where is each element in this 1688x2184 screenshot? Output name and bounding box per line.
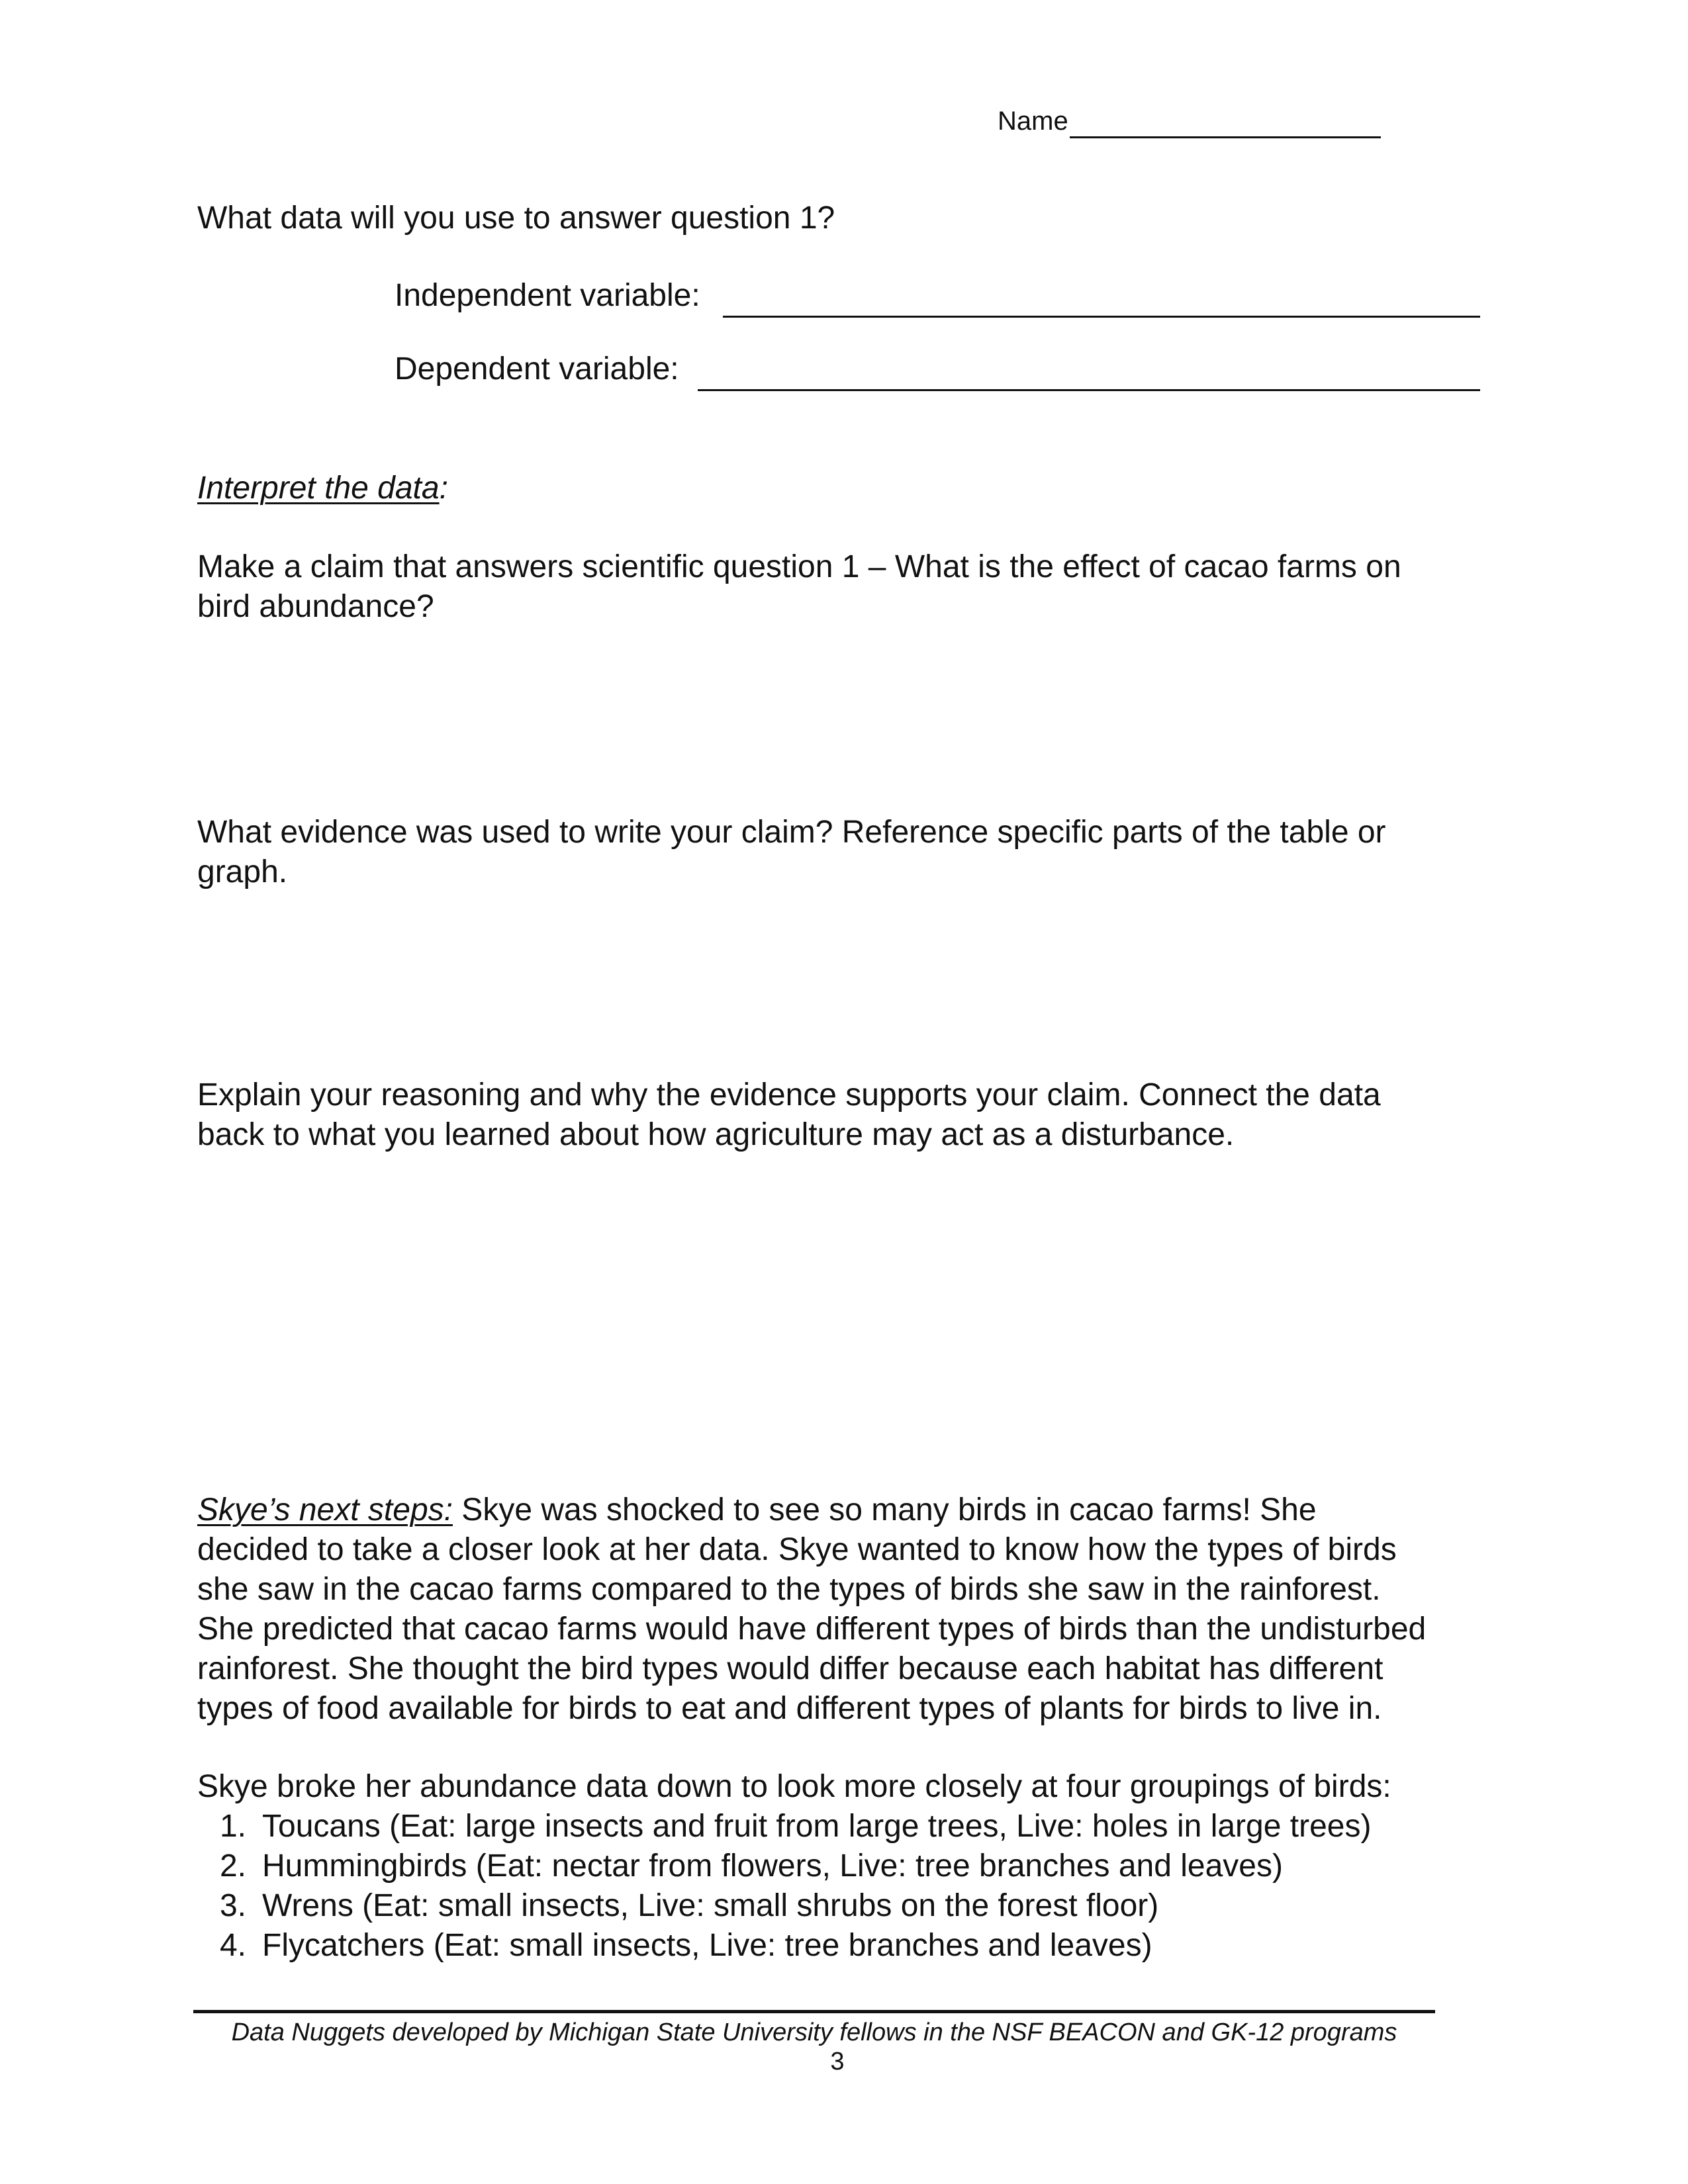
claim-prompt-line-1: Make a claim that answers scientific question 1 – What is the effect of cacao farms on <box>197 549 1401 584</box>
list-item-text: Hummingbirds (Eat: nectar from flowers, Live: tree branches and leaves) <box>262 1848 1283 1884</box>
next-steps-line: she saw in the cacao farms compared to the types of birds she saw in the rainforest. <box>197 1572 1381 1607</box>
next-steps-line: decided to take a closer look at her data. Skye wanted to know how the types of birds <box>197 1532 1397 1567</box>
list-item <box>193 1886 1371 1926</box>
name-blank-line[interactable] <box>1070 107 1381 138</box>
next-steps-heading: Skye’s next steps: <box>197 1492 453 1527</box>
data-question-prompt: What data will you use to answer question 1? <box>197 201 835 236</box>
footer-divider <box>193 2010 1435 2013</box>
list-item <box>193 1807 1371 1846</box>
evidence-prompt-line-2: graph. <box>197 854 288 889</box>
dependent-variable-blank[interactable] <box>698 389 1480 391</box>
name-label: Name <box>998 107 1068 136</box>
next-steps-first-line-text: Skye was shocked to see so many birds in cacao farms! She <box>452 1492 1317 1527</box>
breakdown-intro: Skye broke her abundance data down to look more closely at four groupings of birds: <box>197 1769 1391 1804</box>
list-item <box>193 1926 1371 1966</box>
interpret-heading-text: Interpret the data <box>197 471 440 506</box>
list-item-number: 1. <box>219 1809 246 1844</box>
next-steps-line: types of food available for birds to eat and different types of plants for birds to live in. <box>197 1691 1382 1726</box>
claim-prompt-line-2: bird abundance? <box>197 589 434 624</box>
list-item-number: 2. <box>219 1848 246 1884</box>
list-item <box>193 1846 1371 1886</box>
next-steps-first-line <box>197 1490 1317 1530</box>
list-item-text: Wrens (Eat: small insects, Live: small shrubs on the forest floor) <box>262 1888 1159 1923</box>
list-item-text: Toucans (Eat: large insects and fruit from large trees, Live: holes in large trees) <box>262 1809 1372 1844</box>
bird-groups-list <box>193 1807 1371 1966</box>
list-item-number: 4. <box>219 1928 246 1963</box>
next-steps-line: rainforest. She thought the bird types would differ because each habitat has different <box>197 1651 1383 1686</box>
interpret-heading-colon: : <box>439 471 448 506</box>
independent-variable-label: Independent variable: <box>395 278 700 313</box>
list-item-number: 3. <box>219 1888 246 1923</box>
next-steps-line: She predicted that cacao farms would have different types of birds than the undisturbed <box>197 1612 1427 1647</box>
interpret-heading <box>197 469 448 508</box>
evidence-prompt-line-1: What evidence was used to write your claim? Reference specific parts of the table or <box>197 815 1386 850</box>
name-field[interactable] <box>998 104 1381 138</box>
page-number: 3 <box>830 2048 845 2075</box>
list-item-text: Flycatchers (Eat: small insects, Live: tree branches and leaves) <box>262 1928 1152 1963</box>
dependent-variable-label: Dependent variable: <box>395 351 679 387</box>
reasoning-prompt-line-2: back to what you learned about how agriculture may act as a disturbance. <box>197 1117 1235 1152</box>
footer-credit: Data Nuggets developed by Michigan State University fellows in the NSF BEACON and GK-12 programs <box>231 2019 1397 2046</box>
reasoning-prompt-line-1: Explain your reasoning and why the evidence supports your claim. Connect the data <box>197 1077 1381 1113</box>
independent-variable-blank[interactable] <box>723 316 1480 318</box>
